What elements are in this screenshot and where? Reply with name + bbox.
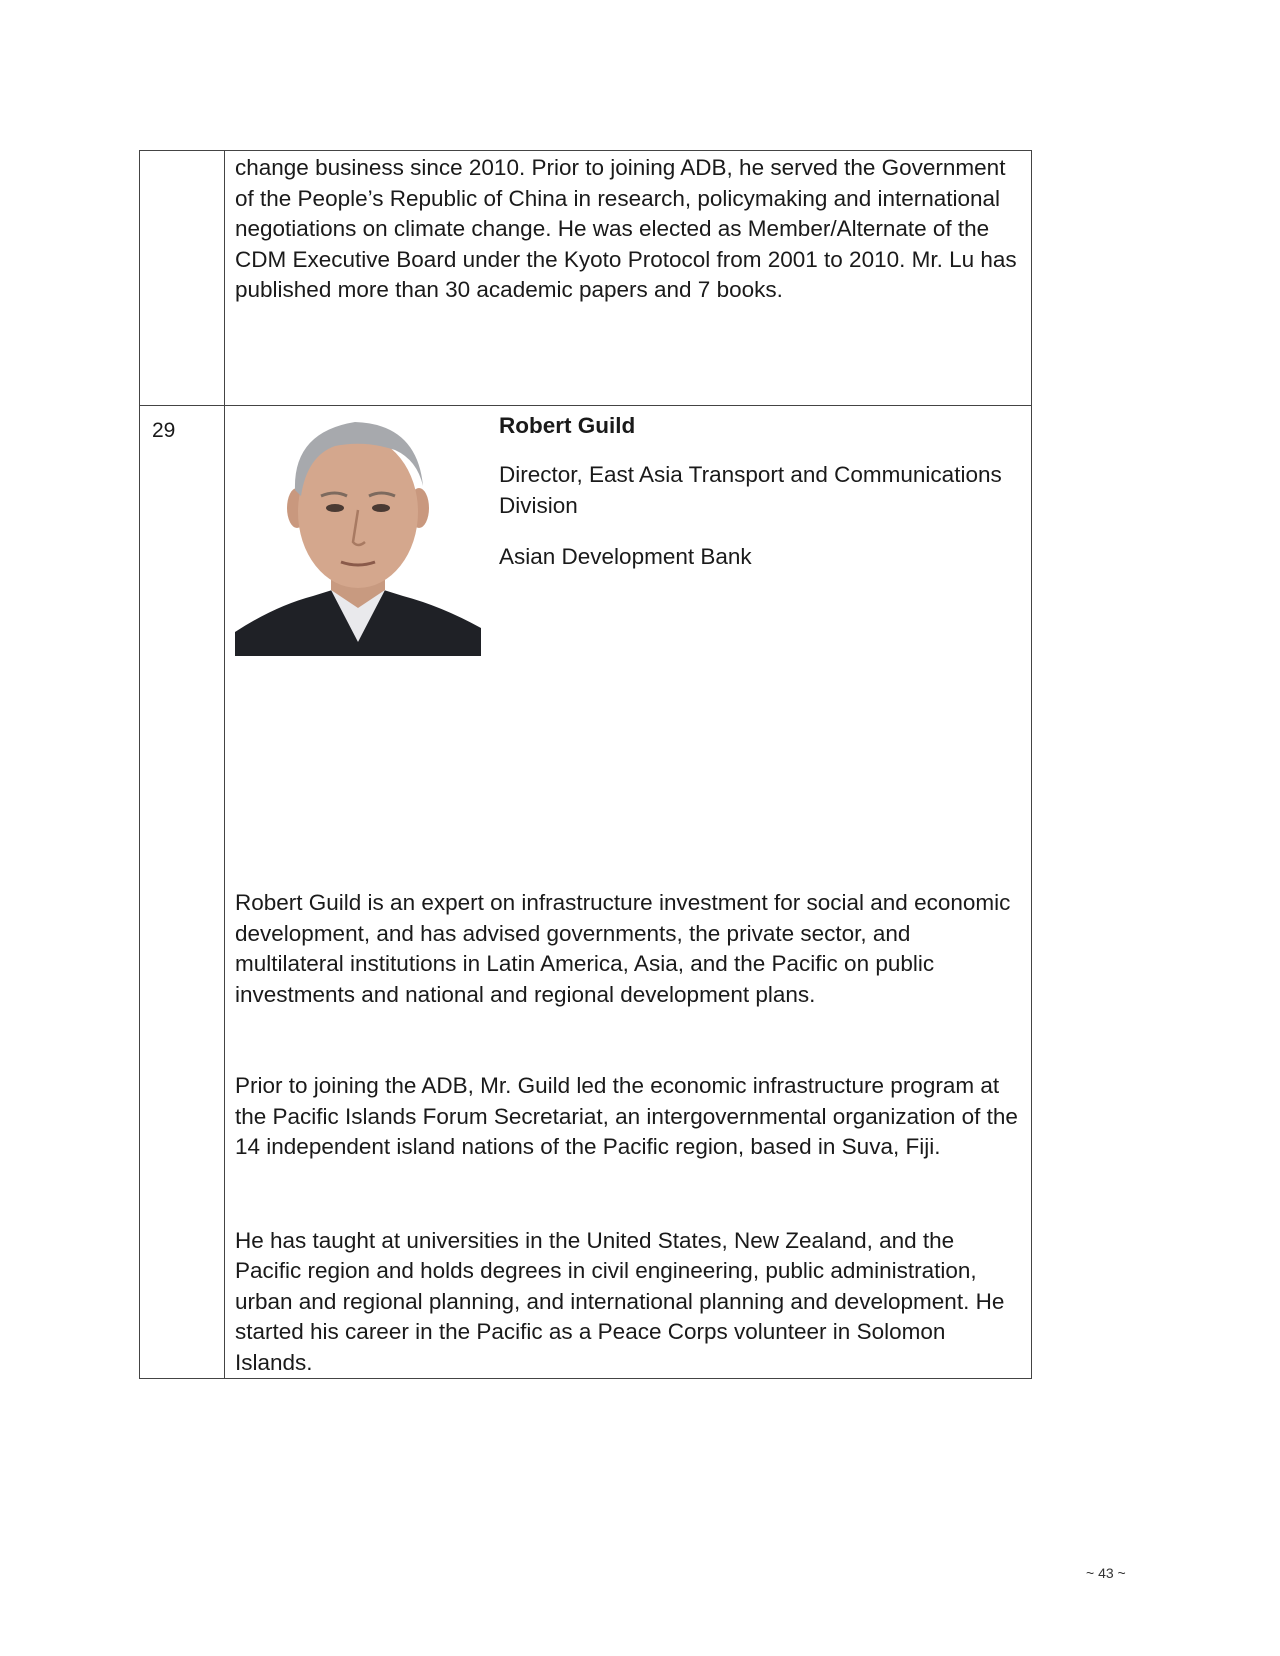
table-row <box>140 151 1032 406</box>
speaker-title: Director, East Asia Transport and Communications Division <box>499 462 1002 518</box>
bio-paragraph: Prior to joining the ADB, Mr. Guild led the economic infrastructure program at the Pacific Islands Forum Secretariat, an intergovernmental organization of the 14 independent island nations of the Pacific region, based in Suva, Fiji. <box>235 1073 1018 1159</box>
portrait-photo <box>235 410 481 656</box>
body-cell <box>225 406 1032 1379</box>
speaker-name: Robert Guild <box>499 413 636 438</box>
speakers-table <box>139 150 1032 1379</box>
entry-number: 29 <box>152 419 176 442</box>
number-cell <box>140 406 225 1379</box>
bio-paragraph <box>225 888 1031 1010</box>
page-number: ~ 43 ~ <box>1086 1565 1126 1581</box>
speaker-organization: Asian Development Bank <box>499 544 752 569</box>
body-cell <box>225 151 1032 406</box>
continued-bio-text: change business since 2010. Prior to joining ADB, he served the Government of the People’s Republic of China in research, policymaking and international negotiations on climate change. He was elected as Member/Alternate of the CDM Executive Board under the Kyoto Protocol from 2001 to 2010. Mr. Lu has published more than 30 academic papers and 7 books. <box>235 155 1017 302</box>
portrait-photo-icon <box>235 410 481 656</box>
bio-paragraph-text: Robert Guild is an expert on infrastructure investment for social and economic development, and has advised governments, the private sector, and multilateral institutions in Latin America, Asia, and the Pacific on public investments and national and regional development plans. <box>235 890 1011 1007</box>
table-row <box>140 406 1032 1379</box>
number-cell <box>140 151 225 406</box>
bio-paragraph: He has taught at universities in the United States, New Zealand, and the Pacific region and holds degrees in civil engineering, public administration, urban and regional planning, and international planning and development. He started his career in the Pacific as a Peace Corps volunteer in Solomon Islands. <box>235 1227 1005 1375</box>
